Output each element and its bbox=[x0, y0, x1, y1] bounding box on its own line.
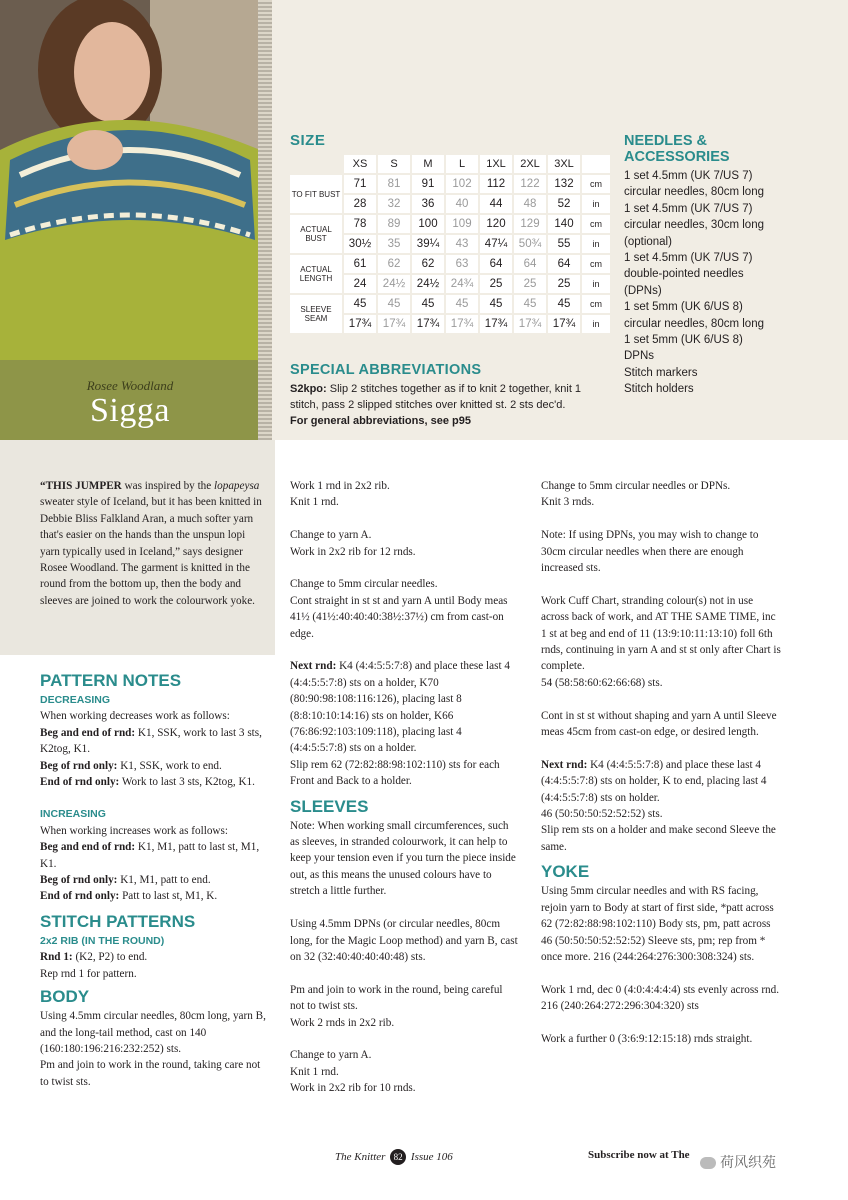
sleeves-text: Change to 5mm circular needles or DPNs. bbox=[541, 480, 731, 492]
increasing-line bbox=[40, 839, 268, 872]
size-value: 25 bbox=[514, 275, 546, 293]
sleeves-text: Work in 2x2 rib for 10 rnds. bbox=[290, 1082, 416, 1095]
size-heading: SIZE bbox=[290, 132, 326, 149]
size-value: 45 bbox=[480, 295, 512, 313]
body-text: Work 1 rnd in 2x2 rib. bbox=[290, 480, 390, 492]
size-value: 28 bbox=[344, 195, 376, 213]
yoke-heading: YOKE bbox=[541, 862, 590, 882]
size-value: 78 bbox=[344, 215, 376, 233]
sleeves-text: 46 (50:50:50:52:52:52) sts. bbox=[541, 808, 663, 821]
size-value: 112 bbox=[480, 175, 512, 193]
text: Patt to last st, M1, K. bbox=[119, 890, 218, 903]
text: K1, M1, patt to end. bbox=[117, 874, 211, 887]
zipper-divider bbox=[258, 0, 272, 440]
decreasing-intro: When working decreases work as follows: bbox=[40, 710, 230, 723]
needle-item: 1 set 5mm (UK 6/US 8) DPNs bbox=[624, 334, 743, 363]
column-1 bbox=[40, 670, 268, 1090]
size-value: 64 bbox=[548, 255, 580, 273]
page-number: 82 bbox=[390, 1149, 406, 1165]
needles-list bbox=[624, 168, 774, 398]
size-value: 24½ bbox=[412, 275, 444, 293]
size-value: 44 bbox=[480, 195, 512, 213]
text: K1, M1, patt to last st, M1, K1. bbox=[40, 841, 260, 870]
issue-number: Issue 106 bbox=[410, 1151, 453, 1163]
pattern-title: Sigga bbox=[90, 392, 170, 429]
column-3 bbox=[541, 478, 781, 1064]
needle-item: 1 set 4.5mm (UK 7/US 7) bbox=[624, 170, 753, 182]
needle-item: 1 set 4.5mm (UK 7/US 7) bbox=[624, 202, 753, 215]
size-unit: cm bbox=[582, 255, 610, 273]
term: Rnd 1: bbox=[40, 951, 73, 964]
yoke-text: Using 5mm circular needles and with RS facing, rejoin yarn to Body at start of first side, *patt across 62 (72:82:88:98:102:110) Body sts, pm, patt across 46 (50:50:50:52:52:52) Sleeve sts, pm; rep from * once more. 216 (244:264:276:300:308:324) sts. bbox=[541, 885, 774, 963]
size-value: 71 bbox=[344, 175, 376, 193]
size-value: 64 bbox=[514, 255, 546, 273]
size-value: 24¾ bbox=[446, 275, 478, 293]
size-unit: in bbox=[582, 195, 610, 213]
increasing-line bbox=[40, 888, 268, 904]
term: Next rnd: bbox=[541, 758, 588, 771]
needles-heading-line2: ACCESSORIES bbox=[624, 149, 730, 165]
size-value: 47¼ bbox=[480, 235, 512, 253]
size-value: 63 bbox=[446, 255, 478, 273]
size-value: 25 bbox=[480, 275, 512, 293]
size-row-label: TO FIT BUST bbox=[290, 175, 342, 213]
size-column-header: L bbox=[446, 155, 478, 173]
size-value: 25 bbox=[548, 275, 580, 293]
body-heading: BODY bbox=[40, 987, 90, 1007]
size-unit: in bbox=[582, 235, 610, 253]
size-value: 45 bbox=[446, 295, 478, 313]
size-row-label: ACTUAL BUST bbox=[290, 215, 342, 253]
size-table bbox=[288, 153, 612, 335]
sleeves-text: Change to yarn A. bbox=[290, 1049, 372, 1062]
needle-item: (DPNs) bbox=[624, 284, 662, 297]
size-value: 17¾ bbox=[378, 315, 410, 333]
rib-rnd1 bbox=[40, 949, 268, 965]
sleeves-text: 54 (58:58:60:62:66:68) sts. bbox=[541, 676, 663, 689]
text: K4 (4:4:5:5:7:8) and place these last 4 (4:4:5:5:7:8) sts on a holder, K70 (80:90:98:108:116:126), placing last 8 (8:8:10:10:14:16) sts on holder, K66 (76:86:92:103:109:118), placing last 4 (4:4:5:5:7:8) sts on a holder. bbox=[290, 660, 510, 755]
needles-heading-line1: NEEDLES & bbox=[624, 133, 707, 149]
yoke-text: Work 1 rnd, dec 0 (4:0:4:4:4:4) sts evenly across rnd. bbox=[541, 983, 780, 996]
rib-subheading: 2x2 RIB (IN THE ROUND) bbox=[40, 934, 165, 947]
size-value: 24½ bbox=[378, 275, 410, 293]
intro-part2: sweater style of Iceland, but it has been knitted in Debbie Bliss Falkland Aran, a much softer yarn that's easier on the hands than the unspun lopi yarn typically used in Iceland,” says designer Rosee Woodland. The garment is knitted in the round from the bottom up, then the body and sleeves are joined to work the colourwork yoke. bbox=[40, 496, 262, 607]
size-column-header: M bbox=[412, 155, 444, 173]
body-next-rnd bbox=[290, 658, 518, 756]
size-value: 17¾ bbox=[548, 315, 580, 333]
size-value: 45 bbox=[514, 295, 546, 313]
sleeves-text: Cont in st st without shaping and yarn A until Sleeve meas 45cm from cast-on edge, or desired length. bbox=[541, 709, 777, 739]
needle-item: Stitch holders bbox=[624, 383, 694, 396]
size-value: 30½ bbox=[344, 235, 376, 253]
decreasing-line bbox=[40, 725, 268, 758]
body-text: Work in 2x2 rib for 12 rnds. bbox=[290, 545, 416, 558]
size-value: 17¾ bbox=[344, 315, 376, 333]
term: Beg and end of rnd: bbox=[40, 841, 136, 854]
decreasing-line bbox=[40, 774, 268, 790]
term: Next rnd: bbox=[290, 660, 337, 673]
size-row-label: ACTUAL LENGTH bbox=[290, 255, 342, 293]
size-value: 43 bbox=[446, 235, 478, 253]
size-value: 61 bbox=[344, 255, 376, 273]
blank-cell bbox=[290, 155, 342, 173]
watermark-text: 荷风织苑 bbox=[720, 1154, 776, 1170]
term: Beg of rnd only: bbox=[40, 874, 118, 887]
sleeves-text: Slip rem sts on a holder and make second Sleeve the same. bbox=[541, 824, 776, 853]
size-column-header: S bbox=[378, 155, 410, 173]
column-2 bbox=[290, 478, 518, 1113]
sleeves-text: Work 2 rnds in 2x2 rib. bbox=[290, 1016, 395, 1029]
abbreviations-text bbox=[290, 381, 600, 429]
size-value: 48 bbox=[514, 195, 546, 213]
size-value: 45 bbox=[344, 295, 376, 313]
body-text: Knit 1 rnd. bbox=[290, 496, 339, 509]
stitch-patterns-heading: STITCH PATTERNS bbox=[40, 911, 196, 931]
intro-part1: was inspired by the bbox=[121, 480, 215, 492]
increasing-subheading: INCREASING bbox=[40, 808, 106, 821]
size-value: 52 bbox=[548, 195, 580, 213]
size-value: 64 bbox=[480, 255, 512, 273]
size-value: 45 bbox=[412, 295, 444, 313]
watermark bbox=[700, 1152, 776, 1172]
size-value: 35 bbox=[378, 235, 410, 253]
intro-text bbox=[40, 478, 262, 609]
increasing-intro: When working increases work as follows: bbox=[40, 824, 228, 837]
term: Beg and end of rnd: bbox=[40, 726, 136, 739]
needles-heading bbox=[624, 133, 730, 165]
size-value: 102 bbox=[446, 175, 478, 193]
size-value: 17¾ bbox=[412, 315, 444, 333]
size-value: 140 bbox=[548, 215, 580, 233]
text: K4 (4:4:5:5:7:8) and place these last 4 (4:4:5:5:7:8) sts on holder, K to end, placing last 4 (4:4:5:5:7:8) sts on holder. bbox=[541, 758, 767, 804]
term: End of rnd only: bbox=[40, 776, 120, 789]
size-value: 32 bbox=[378, 195, 410, 213]
size-value: 109 bbox=[446, 215, 478, 233]
size-row bbox=[290, 215, 610, 233]
size-unit: in bbox=[582, 315, 610, 333]
yoke-text: Work a further 0 (3:6:9:12:15:18) rnds straight. bbox=[541, 1032, 753, 1045]
model-photo bbox=[0, 0, 260, 360]
size-unit: cm bbox=[582, 295, 610, 313]
size-value: 17¾ bbox=[480, 315, 512, 333]
size-value: 24 bbox=[344, 275, 376, 293]
general-abbreviations-note: For general abbreviations, see p95 bbox=[290, 415, 471, 427]
size-value: 120 bbox=[480, 215, 512, 233]
text: K1, SSK, work to end. bbox=[117, 759, 222, 772]
sleeves-next-rnd bbox=[541, 757, 781, 806]
blank-cell bbox=[582, 155, 610, 173]
intro-lead: “THIS JUMPER bbox=[40, 480, 122, 492]
size-column-header: 3XL bbox=[548, 155, 580, 173]
text: (K2, P2) to end. bbox=[72, 951, 148, 964]
body-p2: Pm and join to work in the round, taking care not to twist sts. bbox=[40, 1059, 261, 1088]
needle-item: circular needles, 30cm long bbox=[624, 219, 764, 232]
size-value: 45 bbox=[378, 295, 410, 313]
decreasing-line bbox=[40, 758, 268, 774]
size-unit: cm bbox=[582, 175, 610, 193]
abbreviations-heading: SPECIAL ABBREVIATIONS bbox=[290, 362, 482, 378]
size-value: 17¾ bbox=[514, 315, 546, 333]
size-value: 55 bbox=[548, 235, 580, 253]
size-value: 122 bbox=[514, 175, 546, 193]
size-row bbox=[290, 295, 610, 313]
text: Work to last 3 sts, K2tog, K1. bbox=[119, 776, 255, 789]
needle-item: 1 set 4.5mm (UK 7/US 7) bbox=[624, 252, 753, 265]
sleeves-text: Using 4.5mm DPNs (or circular needles, 80cm long, for the Magic Loop method) and yarn B, cast on 32 (32:40:40:40:40:48) sts. bbox=[290, 918, 518, 963]
size-value: 36 bbox=[412, 195, 444, 213]
size-value: 17¾ bbox=[446, 315, 478, 333]
needle-item: (optional) bbox=[624, 235, 672, 248]
size-value: 81 bbox=[378, 175, 410, 193]
footer-magazine bbox=[335, 1149, 453, 1165]
size-value: 50¾ bbox=[514, 235, 546, 253]
sleeves-heading: SLEEVES bbox=[290, 796, 369, 816]
size-value: 100 bbox=[412, 215, 444, 233]
yoke-text: 216 (240:264:272:296:304:320) sts bbox=[541, 1000, 699, 1013]
rib-repeat: Rep rnd 1 for pattern. bbox=[40, 967, 137, 980]
size-value: 132 bbox=[548, 175, 580, 193]
needle-item: Stitch markers bbox=[624, 366, 698, 379]
intro-italic: lopapeysa bbox=[214, 480, 260, 492]
size-value: 39¼ bbox=[412, 235, 444, 253]
text: K1, SSK, work to last 3 sts, K2tog, K1. bbox=[40, 726, 262, 756]
size-row bbox=[290, 175, 610, 193]
size-row-label: SLEEVE SEAM bbox=[290, 295, 342, 333]
body-text: Slip rem 62 (72:82:88:98:102:110) sts for each Front and Back to a holder. bbox=[290, 758, 500, 788]
increasing-line bbox=[40, 872, 268, 888]
size-value: 91 bbox=[412, 175, 444, 193]
magazine-name: The Knitter bbox=[335, 1151, 386, 1163]
size-value: 129 bbox=[514, 215, 546, 233]
size-value: 62 bbox=[378, 255, 410, 273]
needle-item: circular needles, 80cm long bbox=[624, 186, 764, 199]
size-column-header: 1XL bbox=[480, 155, 512, 173]
sleeves-text: Knit 1 rnd. bbox=[290, 1065, 339, 1078]
size-row bbox=[290, 255, 610, 273]
size-value: 89 bbox=[378, 215, 410, 233]
sleeves-text: Knit 3 rnds. bbox=[541, 496, 595, 509]
footer-subscribe: Subscribe now at The bbox=[588, 1149, 690, 1161]
needle-item: double-pointed needles bbox=[624, 268, 744, 281]
body-text: Cont straight in st st and yarn A until Body meas 41½ (41½:40:40:40:38½:37½) cm from cast-on edge. bbox=[290, 594, 508, 640]
designer-name: Rosee Woodland bbox=[86, 378, 174, 393]
size-value: 40 bbox=[446, 195, 478, 213]
pattern-notes-heading: PATTERN NOTES bbox=[40, 671, 182, 690]
size-column-header: XS bbox=[344, 155, 376, 173]
decreasing-subheading: DECREASING bbox=[40, 694, 111, 706]
wechat-icon bbox=[700, 1157, 716, 1169]
body-text: Change to yarn A. bbox=[290, 529, 372, 542]
size-unit: in bbox=[582, 275, 610, 293]
needle-item: circular needles, 80cm long bbox=[624, 317, 764, 330]
sleeves-text: Pm and join to work in the round, being careful not to twist sts. bbox=[290, 983, 503, 1013]
body-p1: Using 4.5mm circular needles, 80cm long, yarn B, and the long-tail method, cast on 140 (160:180:196:216:232:252) sts. bbox=[40, 1010, 266, 1055]
body-text: Change to 5mm circular needles. bbox=[290, 578, 438, 591]
size-value: 62 bbox=[412, 255, 444, 273]
sleeves-note: Note: When working small circumferences, such as sleeves, in stranded colourwork, it can help to keep your tension even if you turn the piece inside out, as this means the unused colours have to stretch a little further. bbox=[290, 819, 516, 898]
sleeves-text: Note: If using DPNs, you may wish to change to 30cm circular needles when there are enough increased sts. bbox=[541, 529, 759, 575]
term: End of rnd only: bbox=[40, 890, 120, 903]
sleeves-text: Work Cuff Chart, stranding colour(s) not in use across back of work, and AT THE SAME TIME, inc 1 st at beg and end of 11 (13:9:10:11:13:10) foll 6th rnds, continuing in yarn A and st st only after Chart is complete. bbox=[541, 594, 781, 673]
size-value: 45 bbox=[548, 295, 580, 313]
abbreviation-definition: Slip 2 stitches together as if to knit 2 together, knit 1 stitch, pass 2 slipped stitches over knitted st. 2 sts dec'd. bbox=[290, 383, 582, 411]
size-column-header: 2XL bbox=[514, 155, 546, 173]
term: Beg of rnd only: bbox=[40, 759, 118, 772]
needle-item: 1 set 5mm (UK 6/US 8) bbox=[624, 301, 743, 314]
size-header-row bbox=[290, 155, 610, 173]
size-unit: cm bbox=[582, 215, 610, 233]
abbreviation-term: S2kpo: bbox=[290, 383, 327, 395]
